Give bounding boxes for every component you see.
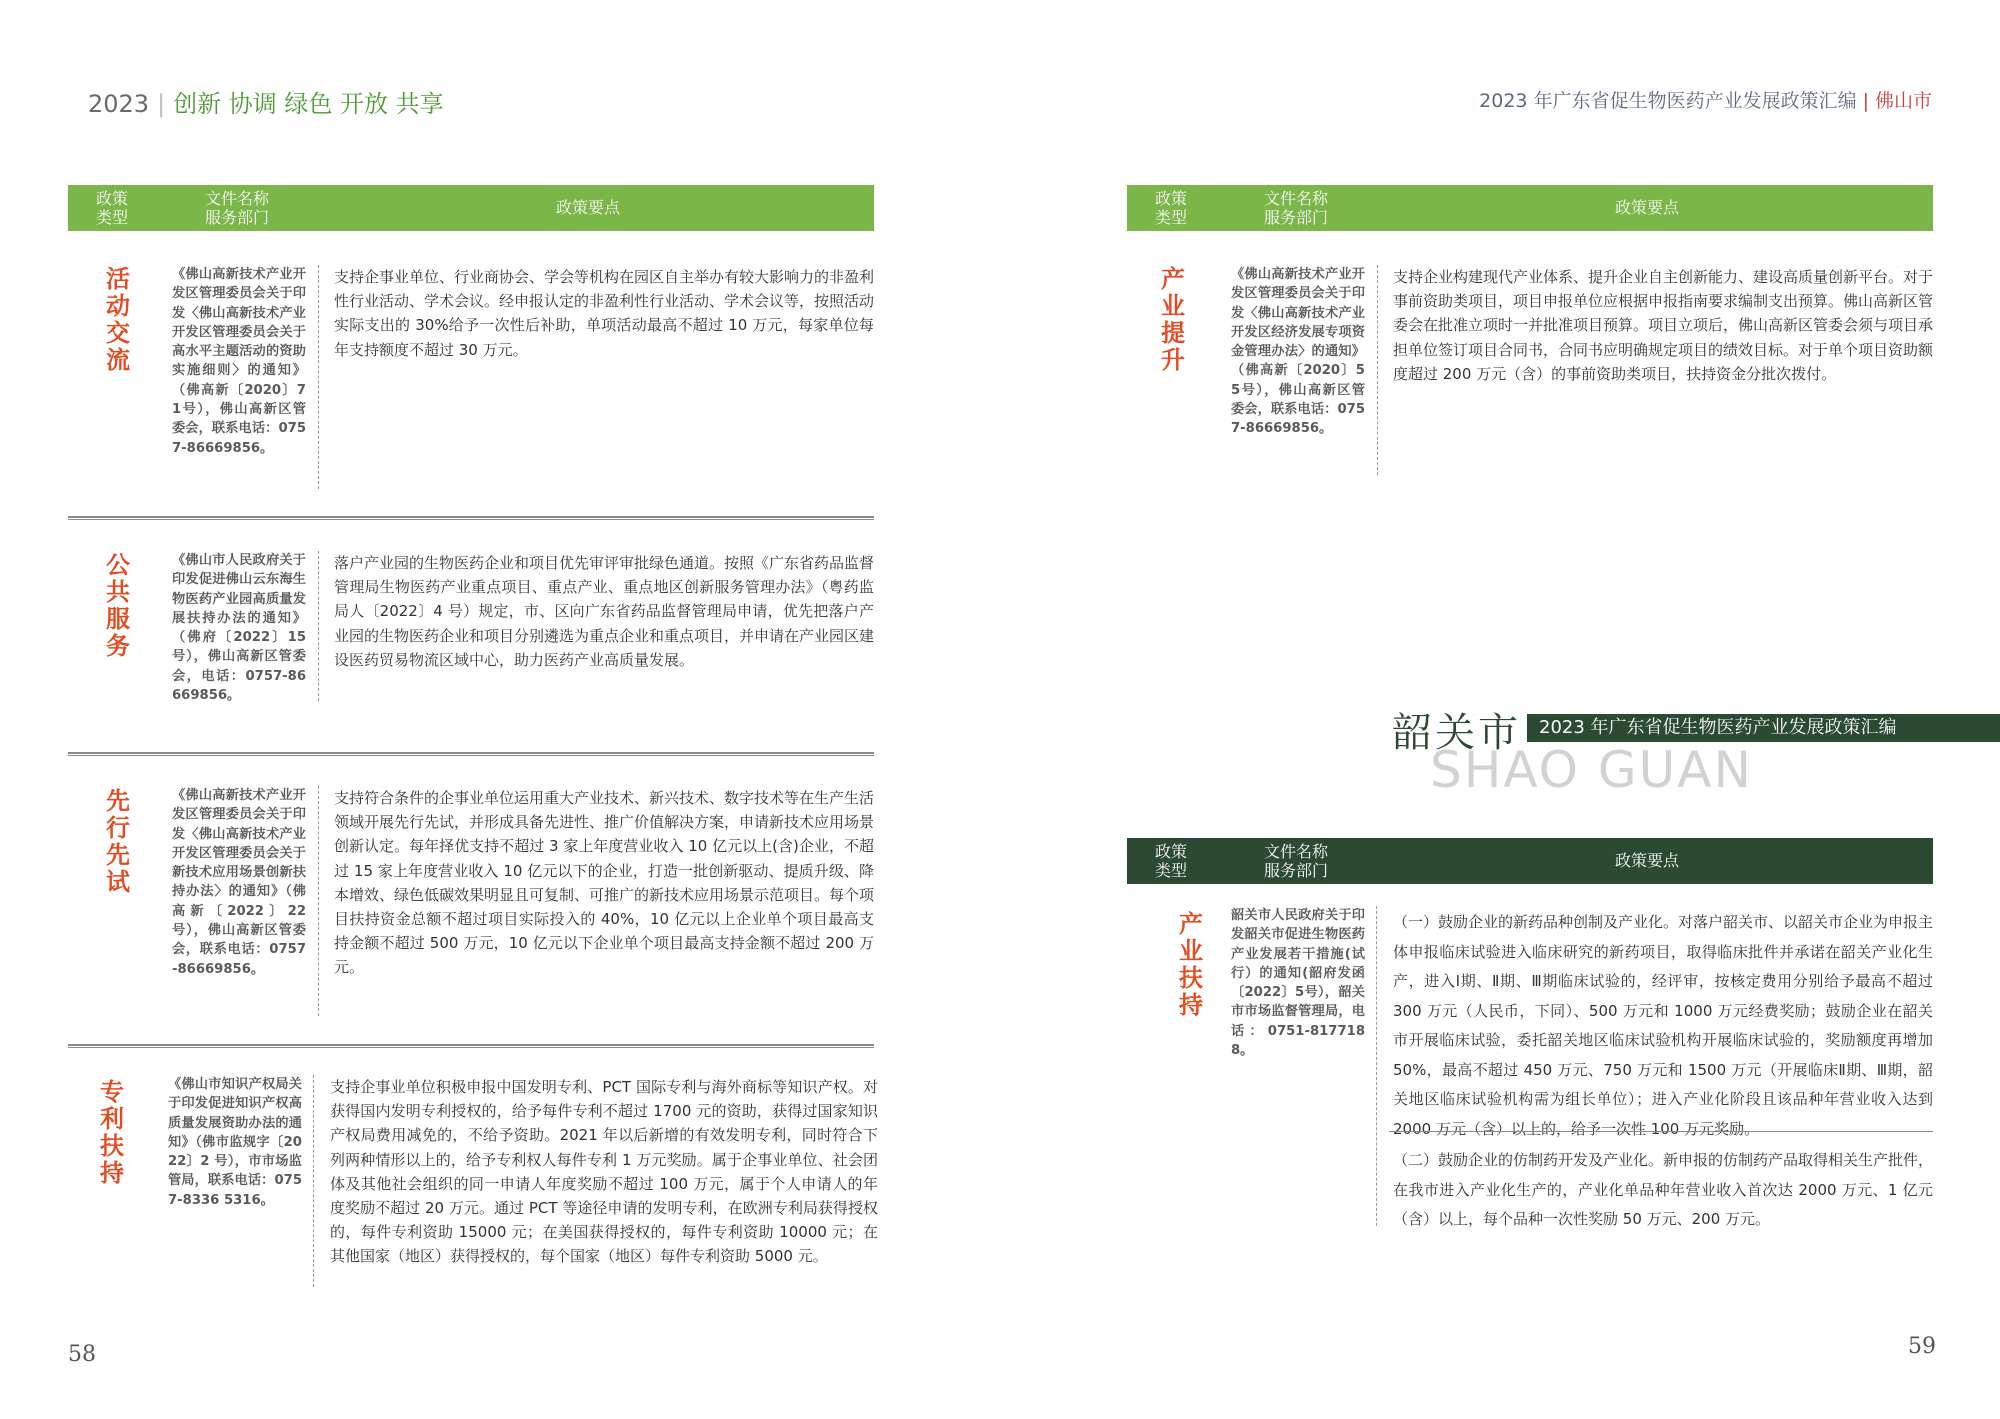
col-type-label: 政策 类型 (1155, 842, 1188, 880)
header-title: 2023 年广东省促生物医药产业发展政策汇编 (1479, 90, 1857, 112)
row-separator (68, 1044, 874, 1048)
policy-type: 专利扶持 (100, 1078, 124, 1187)
policy-points-part1: （一）鼓励企业的新药品种创制及产业化。对落户韶关市、以韶关市企业为申报主体申报临床试验进入临床研究的新药项目，取得临床批件并承诺在韶关产业化生产，进入Ⅰ期、Ⅱ期、Ⅲ期临床试验的，经评审，按核定费用分别给予最高不超过 300 万元（人民币，下同）、500 万元和 1000 万元经费奖励；鼓励企业在韶关市开展临床试验，委托韶关地区临床试验机构开展临床试验的，奖励额度再增加 50%，最高不超过 450 万元、750 万元和 1500 万元（开展临床Ⅱ期、Ⅲ期，韶关地区临床试验机构需为组长单位）；进入产业化阶段且该品种年营业收入达到 2000 万元（含）以上的，给予一次性 100 万元奖励。 (1393, 913, 1934, 1138)
policy-points: 支持企业构建现代产业体系、提升企业自主创新能力、建设高质量创新平台。对于事前资助类项目，项目申报单位应根据申报指南要求编制支出预算。佛山高新区管委会在批准立项时一并批准项目预算。项目立项后，佛山高新区管委会须与项目承担单位签订项目合同书，合同书应明确规定项目的绩效目标。对于单个项目资助额度超过 200 万元（含）的事前资助类项目，扶持资金分批次拨付。 (1393, 268, 1934, 383)
table-header-shaoguan (1127, 838, 1933, 884)
column-divider (1376, 906, 1377, 1226)
policy-points: 支持企事业单位、行业商协会、学会等机构在园区自主举办有较大影响力的非盈利性行业活动、学术会议。经申报认定的非盈利性行业活动、学术会议等，按照活动实际支出的 30%给予一次性后补助，单项活动最高不超过 10 万元，每家单位每年支持额度不超过 30 万元。 (334, 268, 875, 359)
header-left (88, 84, 444, 119)
document-name: 《佛山市知识产权局关于印发促进知识产权高质量发展资助办法的通知》（佛市监规字〔2022〕2 号），市市场监管局，联系电话：0757-8336 5316。 (168, 1077, 302, 1208)
column-divider (1377, 265, 1378, 475)
col-doc-label: 文件名称 服务部门 (1264, 842, 1329, 880)
header-slogan: 创新 协调 绿色 开放 共享 (173, 90, 444, 118)
document-name: 《佛山市人民政府关于印发促进佛山云东海生物医药产业园高质量发展扶持办法的通知》（佛府〔2022〕15号），佛山高新区管委会，电话：0757-86669856。 (172, 553, 306, 704)
column-divider (318, 265, 319, 489)
col-doc-label: 文件名称 服务部门 (1264, 189, 1329, 227)
page-number-right: 59 (1908, 1334, 1936, 1359)
header-divider: | (1862, 90, 1869, 112)
policy-type: 活动交流 (106, 265, 130, 374)
policy-type: 产业扶持 (1179, 910, 1203, 1019)
header-divider: | (157, 90, 166, 118)
column-divider (318, 551, 319, 701)
table-header-right (1127, 185, 1933, 231)
table-row (68, 1075, 878, 1295)
section-band: 2023 年广东省促生物医药产业发展政策汇编 (1527, 714, 2000, 742)
col-doc-label: 文件名称 服务部门 (205, 189, 270, 227)
col-points-label: 政策要点 (1615, 198, 1680, 217)
header-year: 2023 (88, 90, 150, 118)
col-type-label: 政策 类型 (1155, 189, 1188, 227)
row-separator (68, 516, 874, 520)
row-separator (68, 752, 874, 756)
policy-points: 支持符合条件的企事业单位运用重大产业技术、新兴技术、数字技术等在生产生活领域开展先行先试，并形成具备先进性、推广价值解决方案，申请新技术应用场景创新认定。每年择优支持不超过 3 家上年度营业收入 10 亿元以上(含)企业，不超过 15 家上年度营业收入 10 亿元以下的企业，打造一批创新驱动、提质升级、降本增效、绿色低碳效果明显且可复制、可推广的新技术应用场景示范项目。每个项目扶持资金总额不超过项目实际投入的 40%，10 亿元以上企业单个项目最高支持金额不超过 500 万元，10 亿元以下企业单个项目最高支持金额不超过 200 万元。 (334, 789, 875, 977)
section-title-english: SHAO GUAN (1430, 741, 1753, 799)
policy-type: 公共服务 (106, 551, 130, 660)
header-right (1479, 86, 1932, 113)
policy-points: 支持企事业单位积极申报中国发明专利、PCT 国际专利与海外商标等知识产权。对获得国内发明专利授权的，给予每件专利不超过 1700 元的资助，获得过国家知识产权局费用减免的，不给予资助。2021 年以后新增的有效发明专利，同时符合下列两种情形以上的，给予专利权人每件专利 1 万元奖励。属于企事业单位、社会团体及其他社会组织的同一申请人年度奖励不超过 100 万元，属于个人申请人的年度奖励不超过 20 万元。通过 PCT 等途径申请的发明专利，在欧洲专利局获得授权的，每件专利资助 15000 元；在美国获得授权的，每件专利资助 10000 元；在其他国家（地区）获得授权的，每个国家（地区）每件专利资助 5000 元。 (330, 1078, 878, 1266)
column-divider (318, 786, 319, 1016)
policy-type: 产业提升 (1161, 265, 1185, 374)
header-city: 佛山市 (1874, 90, 1932, 112)
policy-points: 落户产业园的生物医药企业和项目优先审评审批绿色通道。按照《广东省药品监督管理局生物医药产业重点项目、重点产业、重点地区创新服务管理办法》（粤药监局人〔2022〕4 号）规定，市、区向广东省药品监督管理局申请，优先把落户产业园的生物医药企业和项目分别遴选为重点企业和重点项目，并申请在产业园区建设医药贸易物流区域中心，助力医药产业高质量发展。 (334, 554, 875, 669)
page-number-left: 58 (68, 1342, 96, 1367)
table-row (68, 786, 874, 1026)
table-row (1127, 906, 1933, 1236)
table-row (68, 551, 874, 731)
col-type-label: 政策 类型 (96, 189, 129, 227)
table-row (1127, 265, 1933, 485)
col-points-label: 政策要点 (556, 198, 621, 217)
policy-points-part2: （二）鼓励企业的仿制药开发及产业化。新申报的仿制药产品取得相关生产批件，在我市进入产业化生产的，产业化单品种年营业收入首次达 2000 万元、1 亿元（含）以上，每个品种一次性奖励 50 万元、200 万元。 (1393, 1151, 1934, 1228)
document-name: 韶关市人民政府关于印发韶关市促进生物医药产业发展若干措施(试行）的通知(韶府发函〔2022〕5号），韶关市市场监督管理局，电话：0751-8177188。 (1231, 908, 1365, 1059)
column-divider (313, 1075, 314, 1287)
col-points-label: 政策要点 (1615, 851, 1680, 870)
section-title-shaoguan: 韶关市 (1392, 710, 1521, 756)
table-header-left (68, 185, 874, 231)
document-name: 《佛山高新技术产业开发区管理委员会关于印发〈佛山高新技术产业开发区经济发展专项资金管理办法〉的通知》（佛高新〔2020〕55号），佛山高新区管委会，联系电话：0757-86669856。 (1231, 267, 1365, 437)
policy-type: 先行先试 (106, 787, 130, 896)
document-name: 《佛山高新技术产业开发区管理委员会关于印发〈佛山高新技术产业开发区管理委员会关于高水平主题活动的资助实施细则〉的通知》（佛高新〔2020〕71号），佛山高新区管委会，联系电话：0757-86669856。 (172, 267, 306, 456)
table-row (68, 265, 874, 495)
document-name: 《佛山高新技术产业开发区管理委员会关于印发〈佛山高新技术产业开发区管理委员会关于新技术应用场景创新扶持办法〉的通知》（佛高新〔2022〕22号），佛山高新区管委会，联系电话：0757-86669856。 (172, 788, 306, 977)
row-separator (1389, 1131, 1933, 1132)
